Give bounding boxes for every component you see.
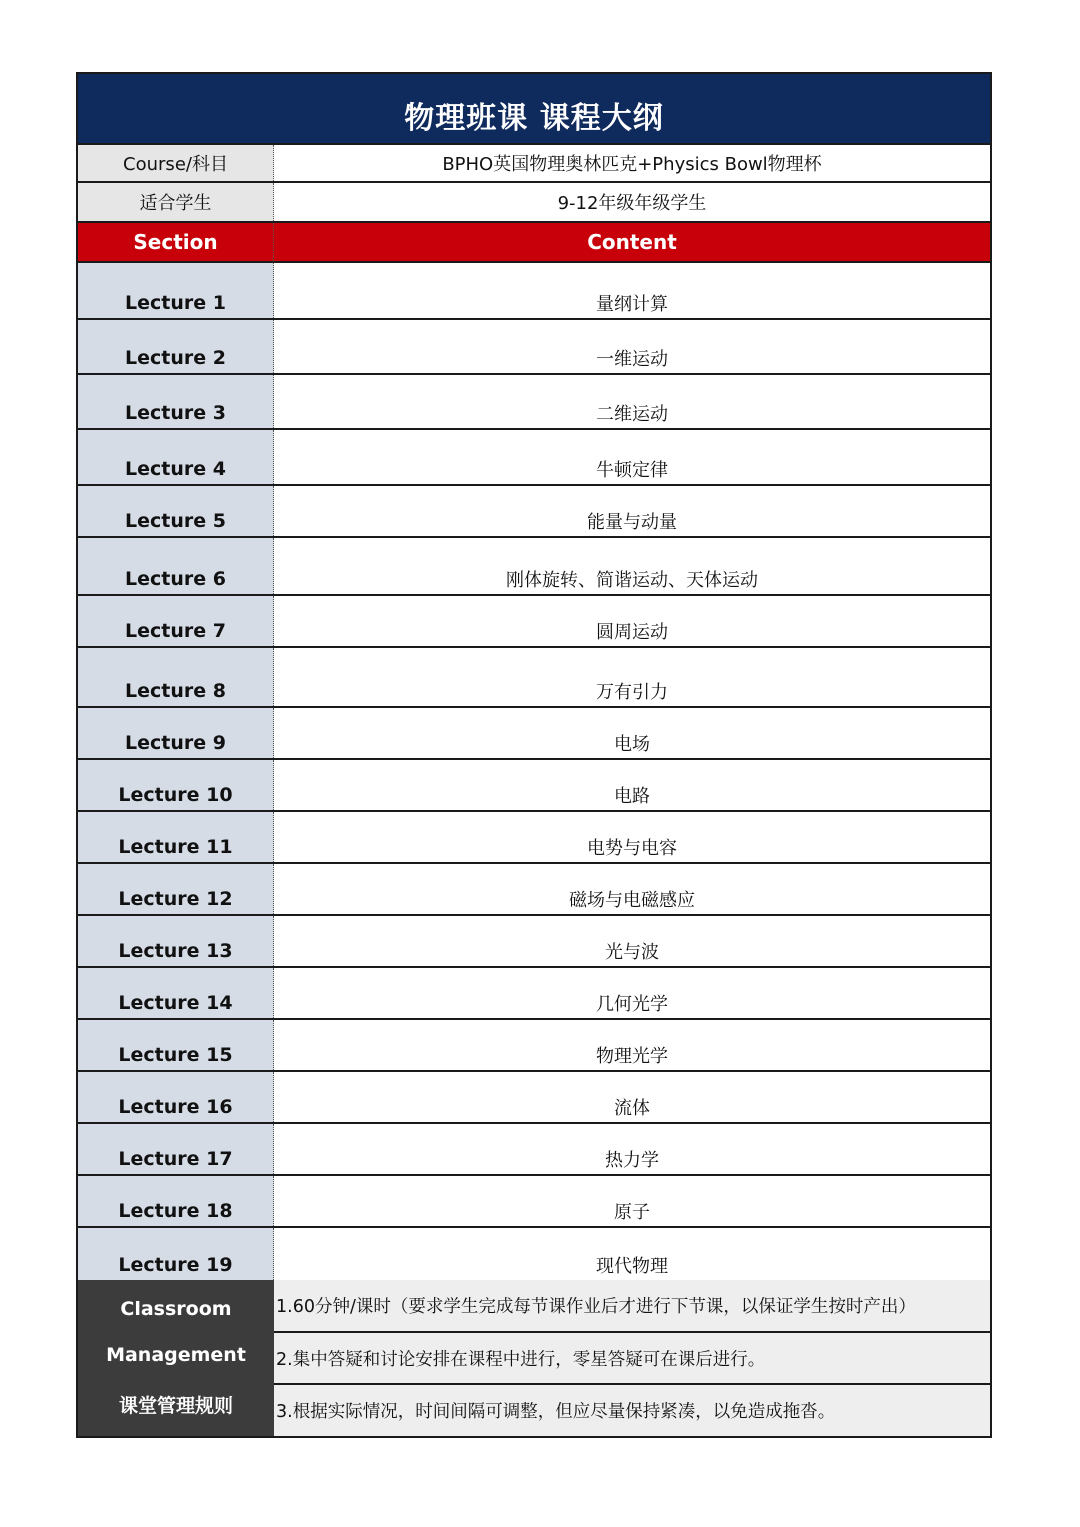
lecture-content: 量纲计算 — [596, 294, 668, 315]
classroom-management — [78, 1280, 990, 1436]
lecture-label: Lecture 11 — [78, 812, 274, 862]
lecture-content: 电势与电容 — [587, 838, 677, 859]
table-row — [78, 320, 990, 375]
info-row-course — [78, 145, 990, 183]
lecture-content: 物理光学 — [596, 1046, 668, 1067]
lecture-content: 刚体旋转、简谐运动、天体运动 — [506, 570, 758, 591]
lecture-list — [78, 263, 990, 1280]
lecture-label: Lecture 7 — [78, 596, 274, 646]
management-rules — [274, 1280, 990, 1436]
lecture-label: Lecture 1 — [78, 263, 274, 318]
lecture-content: 一维运动 — [596, 349, 668, 370]
lecture-label: Lecture 16 — [78, 1072, 274, 1122]
table-row — [78, 1124, 990, 1176]
lecture-content: 能量与动量 — [587, 512, 677, 533]
table-row — [78, 864, 990, 916]
lecture-label: Lecture 14 — [78, 968, 274, 1018]
management-label-line: 课堂管理规则 — [118, 1394, 233, 1417]
syllabus-table — [76, 72, 992, 1438]
lecture-label: Lecture 6 — [78, 538, 274, 594]
lecture-content: 牛顿定律 — [596, 460, 668, 481]
info-label: 适合学生 — [78, 183, 274, 221]
table-row — [78, 1176, 990, 1228]
lecture-content: 热力学 — [605, 1150, 659, 1171]
lecture-content: 磁场与电磁感应 — [569, 890, 695, 911]
lecture-label: Lecture 4 — [78, 430, 274, 484]
lecture-label: Lecture 18 — [78, 1176, 274, 1226]
lecture-label: Lecture 17 — [78, 1124, 274, 1174]
lecture-label: Lecture 5 — [78, 486, 274, 536]
lecture-content: 二维运动 — [596, 404, 668, 425]
page-title: 物理班课 课程大纲 — [78, 74, 990, 145]
table-row — [78, 968, 990, 1020]
table-row — [78, 375, 990, 430]
table-row — [78, 1228, 990, 1280]
info-row-students — [78, 183, 990, 223]
table-row — [78, 916, 990, 968]
lecture-content: 电路 — [614, 786, 650, 807]
header-content: Content — [274, 223, 990, 261]
lecture-label: Lecture 2 — [78, 320, 274, 373]
lecture-label: Lecture 8 — [78, 648, 274, 706]
lecture-label: Lecture 15 — [78, 1020, 274, 1070]
info-value: 9-12年级年级学生 — [274, 183, 990, 221]
lecture-content: 光与波 — [605, 942, 659, 963]
management-rule: 3.根据实际情况，时间间隔可调整，但应尽量保持紧凑，以免造成拖沓。 — [276, 1402, 836, 1423]
table-row — [78, 538, 990, 596]
table-row — [78, 812, 990, 864]
table-row — [78, 430, 990, 486]
lecture-content: 几何光学 — [596, 994, 668, 1015]
table-row — [78, 486, 990, 538]
lecture-content: 电场 — [614, 734, 650, 755]
table-row — [78, 648, 990, 708]
management-label — [78, 1280, 274, 1436]
management-rule: 1.60分钟/课时（要求学生完成每节课作业后才进行下节课，以保证学生按时产出） — [274, 1280, 990, 1333]
table-row — [78, 596, 990, 648]
info-label: Course/科目 — [78, 145, 274, 181]
management-rule: 2.集中答疑和讨论安排在课程中进行，零星答疑可在课后进行。 — [274, 1333, 990, 1386]
management-label-line: Classroom — [120, 1298, 232, 1321]
table-row — [78, 708, 990, 760]
table-header — [78, 223, 990, 263]
lecture-label: Lecture 3 — [78, 375, 274, 428]
lecture-label: Lecture 12 — [78, 864, 274, 914]
management-label-line: Management — [106, 1344, 246, 1367]
lecture-content: 流体 — [614, 1098, 650, 1119]
table-row — [78, 263, 990, 320]
info-value: BPHO英国物理奥林匹克+Physics Bowl物理杯 — [274, 145, 990, 181]
lecture-label: Lecture 10 — [78, 760, 274, 810]
lecture-content: 现代物理 — [596, 1256, 668, 1277]
header-section: Section — [78, 223, 274, 261]
lecture-content: 万有引力 — [596, 682, 668, 703]
table-row — [78, 1020, 990, 1072]
lecture-content: 原子 — [614, 1202, 650, 1223]
lecture-content: 圆周运动 — [596, 622, 668, 643]
table-row — [78, 1072, 990, 1124]
lecture-label: Lecture 9 — [78, 708, 274, 758]
lecture-label: Lecture 13 — [78, 916, 274, 966]
table-row — [78, 760, 990, 812]
lecture-label: Lecture 19 — [78, 1228, 274, 1280]
